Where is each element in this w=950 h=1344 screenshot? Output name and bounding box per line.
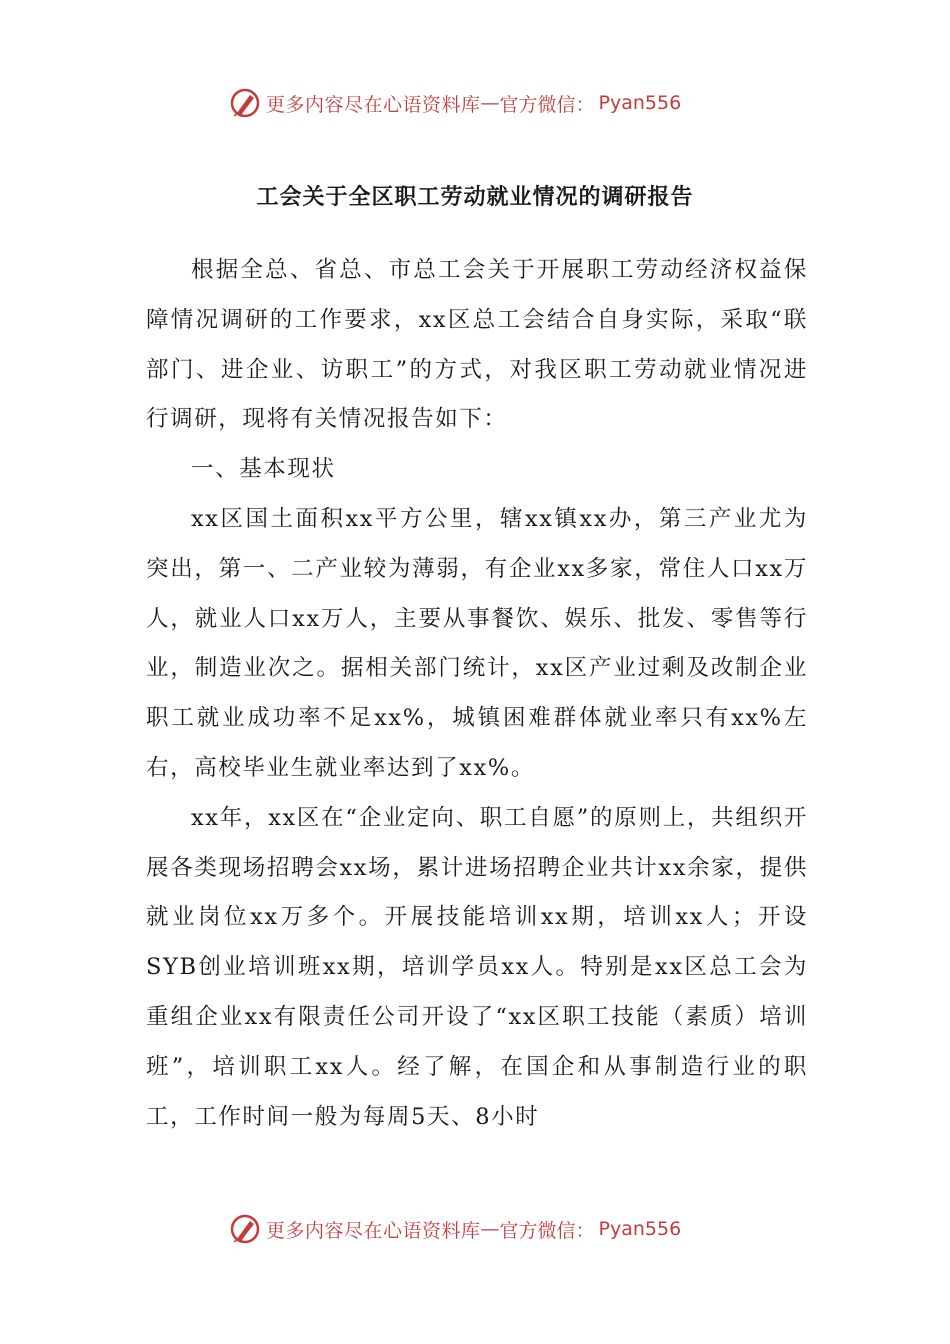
- footer-banner: [228, 1210, 681, 1248]
- paragraph-status: xx区国土面积xx平方公里，辖xx镇xx办，第三产业尤为突出，第一、二产业较为薄弱，有企业xx多家，常住人口xx万人，就业人口xx万人，主要从事餐饮、娱乐、批发、零售等行业，制造业次之。据相关部门统计，xx区产业过剩及改制企业职工就业成功率不足xx%，城镇困难群体就业率只有xx%左右，高校毕业生就业率达到了xx%。: [146, 505, 808, 781]
- paragraph-activities: xx年，xx区在“企业定向、职工自愿”的原则上，共组织开展各类现场招聘会xx场，累计进场招聘企业共计xx余家，提供就业岗位xx万多个。开展技能培训xx期，培训xx人；开设SYB创业培训班xx期，培训学员xx人。特别是xx区总工会为重组企业xx有限责任公司开设了“xx区职工技能（素质）培训班”，培训职工xx人。经了解，在国企和从事制造行业的职工，工作时间一般为每周5天、8小时: [146, 804, 808, 1130]
- banner-wechat-id: Pyan556: [598, 1218, 682, 1240]
- banner-dash: —: [480, 1218, 500, 1240]
- banner-text: 更多内容尽在心语资料库: [266, 93, 481, 116]
- banner-dash: —: [480, 92, 500, 114]
- section-heading: 一、基本现状: [191, 456, 336, 483]
- document-title: 工会关于全区职工劳动就业情况的调研报告: [256, 185, 694, 210]
- banner-wechat-label: 官方微信：: [499, 1219, 595, 1242]
- document-body: [146, 246, 808, 1142]
- pen-logo-icon: [228, 1212, 262, 1246]
- banner-wechat-id: Pyan556: [598, 92, 682, 114]
- pen-logo-icon: [228, 86, 262, 120]
- banner-text: 更多内容尽在心语资料库: [266, 1219, 481, 1242]
- header-banner: [228, 84, 681, 122]
- paragraph-intro: 根据全总、省总、市总工会关于开展职工劳动经济权益保障情况调研的工作要求，xx区总工会结合自身实际，采取“联部门、进企业、访职工”的方式，对我区职工劳动就业情况进行调研，现将有关情况报告如下：: [146, 257, 808, 433]
- banner-wechat-label: 官方微信：: [499, 93, 595, 116]
